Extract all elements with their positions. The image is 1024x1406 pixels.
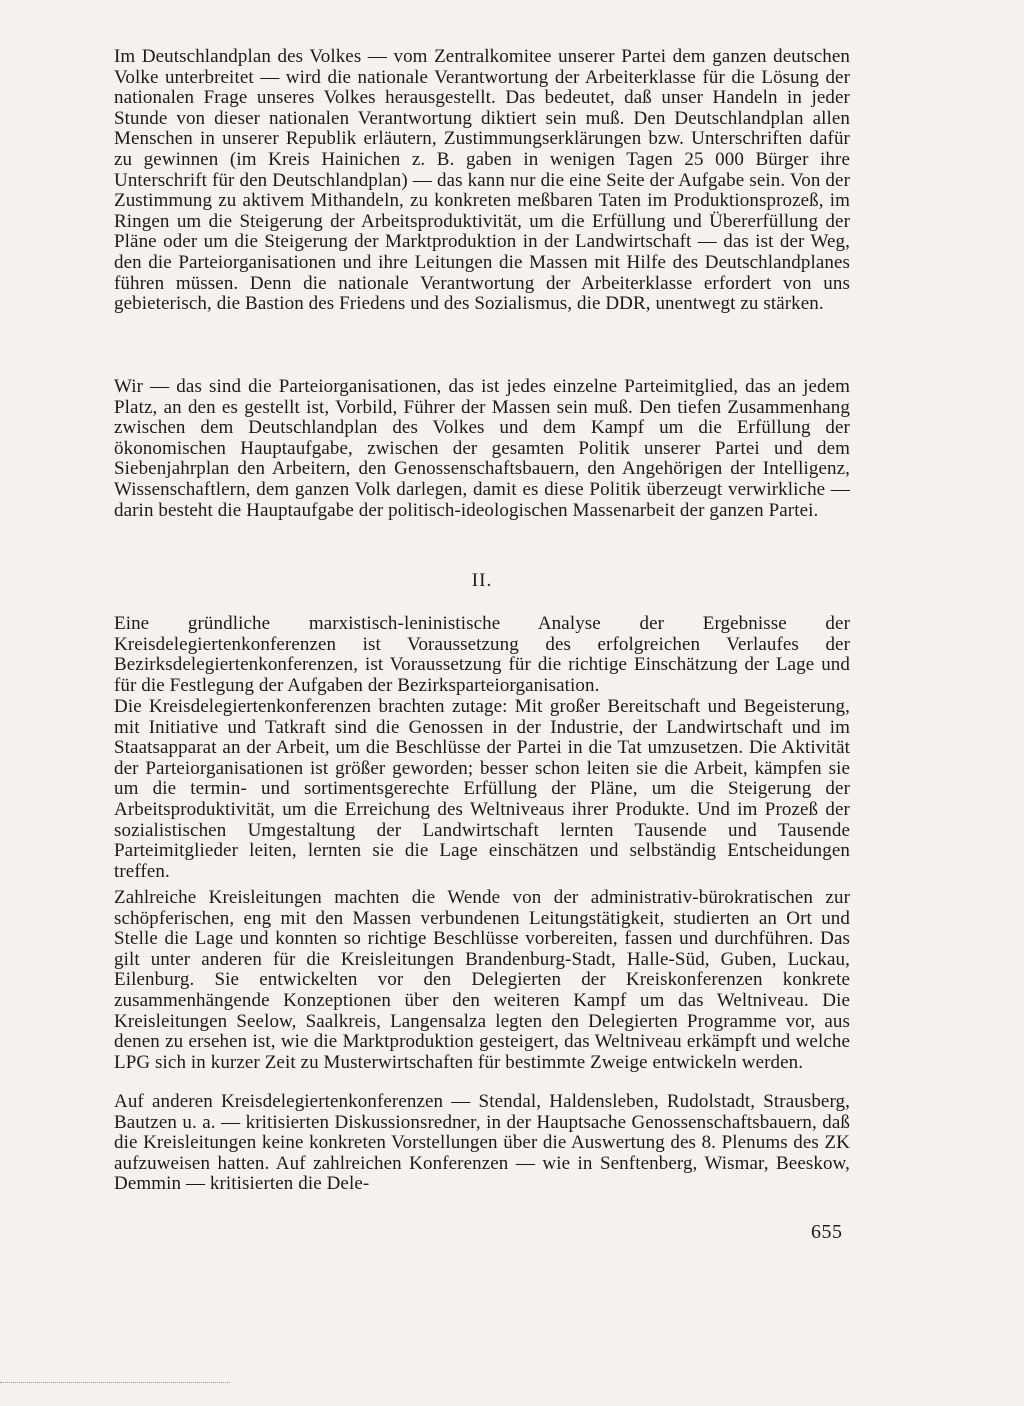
paragraph-kritik <box>114 1092 850 1195</box>
paragraph-deutschlandplan <box>114 47 850 315</box>
scan-edge-mark <box>0 1382 230 1385</box>
paragraph-text: Im Deutschlandplan des Volkes — vom Zentralkomitee unserer Partei dem ganzen deutschen Volke unterbreitet — wird die nationale Verantwortung der Arbeiterklasse für die Lösung der nationalen Frage unseres Volkes herausgestellt. Das bedeutet, daß unser Handeln in jeder Stunde von dieser nationalen Verantwortung diktiert sein muß. Den Deutschlandplan allen Menschen in unserer Republik erläutern, Zustimmungserklärungen bzw. Unterschriften dafür zu gewinnen (im Kreis Hainichen z. B. gaben in wenigen Tagen 25 000 Bürger ihre Unterschrift für den Deutschlandplan) — das kann nur die eine Seite der Aufgabe sein. Von der Zustimmung zu aktivem Mithandeln, zu konkreten meßbaren Taten im Produktionsprozeß, im Ringen um die Steigerung der Arbeitsproduktivität, um die Erfüllung und Übererfüllung der Pläne oder um die Steigerung der Marktproduktion in der Landwirtschaft — das ist der Weg, den die Parteiorganisationen und ihre Leitungen die Massen mit Hilfe des Deutschlandplanes führen müssen. Denn die nationale Verantwortung der Arbeiterklasse erfordert von uns gebieterisch, die Bastion des Friedens und des Sozialismus, die DDR, unentwegt zu stärken. <box>114 46 850 315</box>
paragraph-parteiorganisationen <box>114 377 850 521</box>
paragraph-text: Die Kreisdelegiertenkonferenzen brachten zutage: Mit großer Bereitschaft und Begeisterung, mit Initiative und Tatkraft sind die Genossen in der Industrie, der Landwirtschaft und im Staatsapparat an der Arbeit, um die Beschlüsse der Partei in die Tat umzusetzen. Die Aktivität der Parteiorganisationen ist größer geworden; besser schon leiten sie die Arbeit, kämpfen sie um die termin- und sortimentsgerechte Erfüllung der Pläne, um die Steigerung der Arbeitsproduktivität, um die Erreichung des Weltniveaus ihrer Produkte. Und im Prozeß der sozialistischen Umgestaltung der Landwirtschaft lernten Tausende und Tausende Parteimitglieder leiten, lernten sie die Lage einschätzen und selbständig Entscheidungen treffen. <box>114 696 850 882</box>
paragraph-text: Eine gründliche marxistisch-leninistische Analyse der Ergebnisse der Kreisdelegiertenkonferenzen ist Voraussetzung des erfolgreichen Verlaufes der Bezirksdelegiertenkonferenzen, ist Voraussetzung für die richtige Einschätzung der Lage und für die Festlegung der Aufgaben der Bezirksparteiorganisation. <box>114 613 850 696</box>
section-heading: II. <box>471 570 493 591</box>
paragraph-text: Wir — das sind die Parteiorganisationen, das ist jedes einzelne Parteimitglied, das an jedem Platz, an den es gestellt ist, Vorbild, Führer der Massen sein muß. Den tiefen Zusammenhang zwischen dem Deutschlandplan des Volkes und dem Kampf um die Erfüllung der ökonomischen Hauptaufgabe, zwischen der gesamten Politik unserer Partei und dem Siebenjahrplan den Arbeitern, den Genossenschaftsbauern, den Angehörigen der Intelligenz, Wissenschaftlern, dem ganzen Volk darlegen, damit es diese Politik überzeugt verwirkliche — darin besteht die Hauptaufgabe der politisch-ideologischen Massenarbeit der ganzen Partei. <box>114 376 850 521</box>
paragraph-text: Zahlreiche Kreisleitungen machten die Wende von der administrativ-bürokratischen zur schöpferischen, eng mit den Massen verbundenen Leitungstätigkeit, studierten an Ort und Stelle die Lage und konnten so richtige Beschlüsse vorbereiten, fassen und durchführen. Das gilt unter anderen für die Kreisleitungen Brandenburg-Stadt, Halle-Süd, Guben, Luckau, Eilenburg. Sie entwickelten vor den Delegierten der Kreiskonferenzen konkrete zusammenhängende Konzeptionen über den weiteren Kampf um das Weltniveau. Die Kreisleitungen Seelow, Saalkreis, Langensalza legten den Delegierten Programme vor, aus denen zu ersehen ist, wie die Marktproduktion gesteigert, das Weltniveau erkämpft und welche LPG sich in kurzer Zeit zu Musterwirtschaften für bestimmte Zweige entwickeln werden. <box>114 887 850 1073</box>
page-number: 655 <box>811 1221 843 1243</box>
paragraph-kreisdelegiertenkonferenzen <box>114 697 850 882</box>
paragraph-analyse <box>114 614 850 696</box>
paragraph-kreisleitungen <box>114 888 850 1073</box>
paragraph-text: Auf anderen Kreisdelegiertenkonferenzen — Stendal, Haldensleben, Rudolstadt, Strausberg, Bautzen u. a. — kritisierten Diskussionsredner, in der Hauptsache Genossenschaftsbauern, daß die Kreisleitungen keine konkreten Vorstellungen über die Auswertung des 8. Plenums des ZK aufzuweisen hatten. Auf zahlreichen Konferenzen — wie in Senftenberg, Wismar, Beeskow, Demmin — kritisierten die Dele- <box>114 1091 850 1195</box>
